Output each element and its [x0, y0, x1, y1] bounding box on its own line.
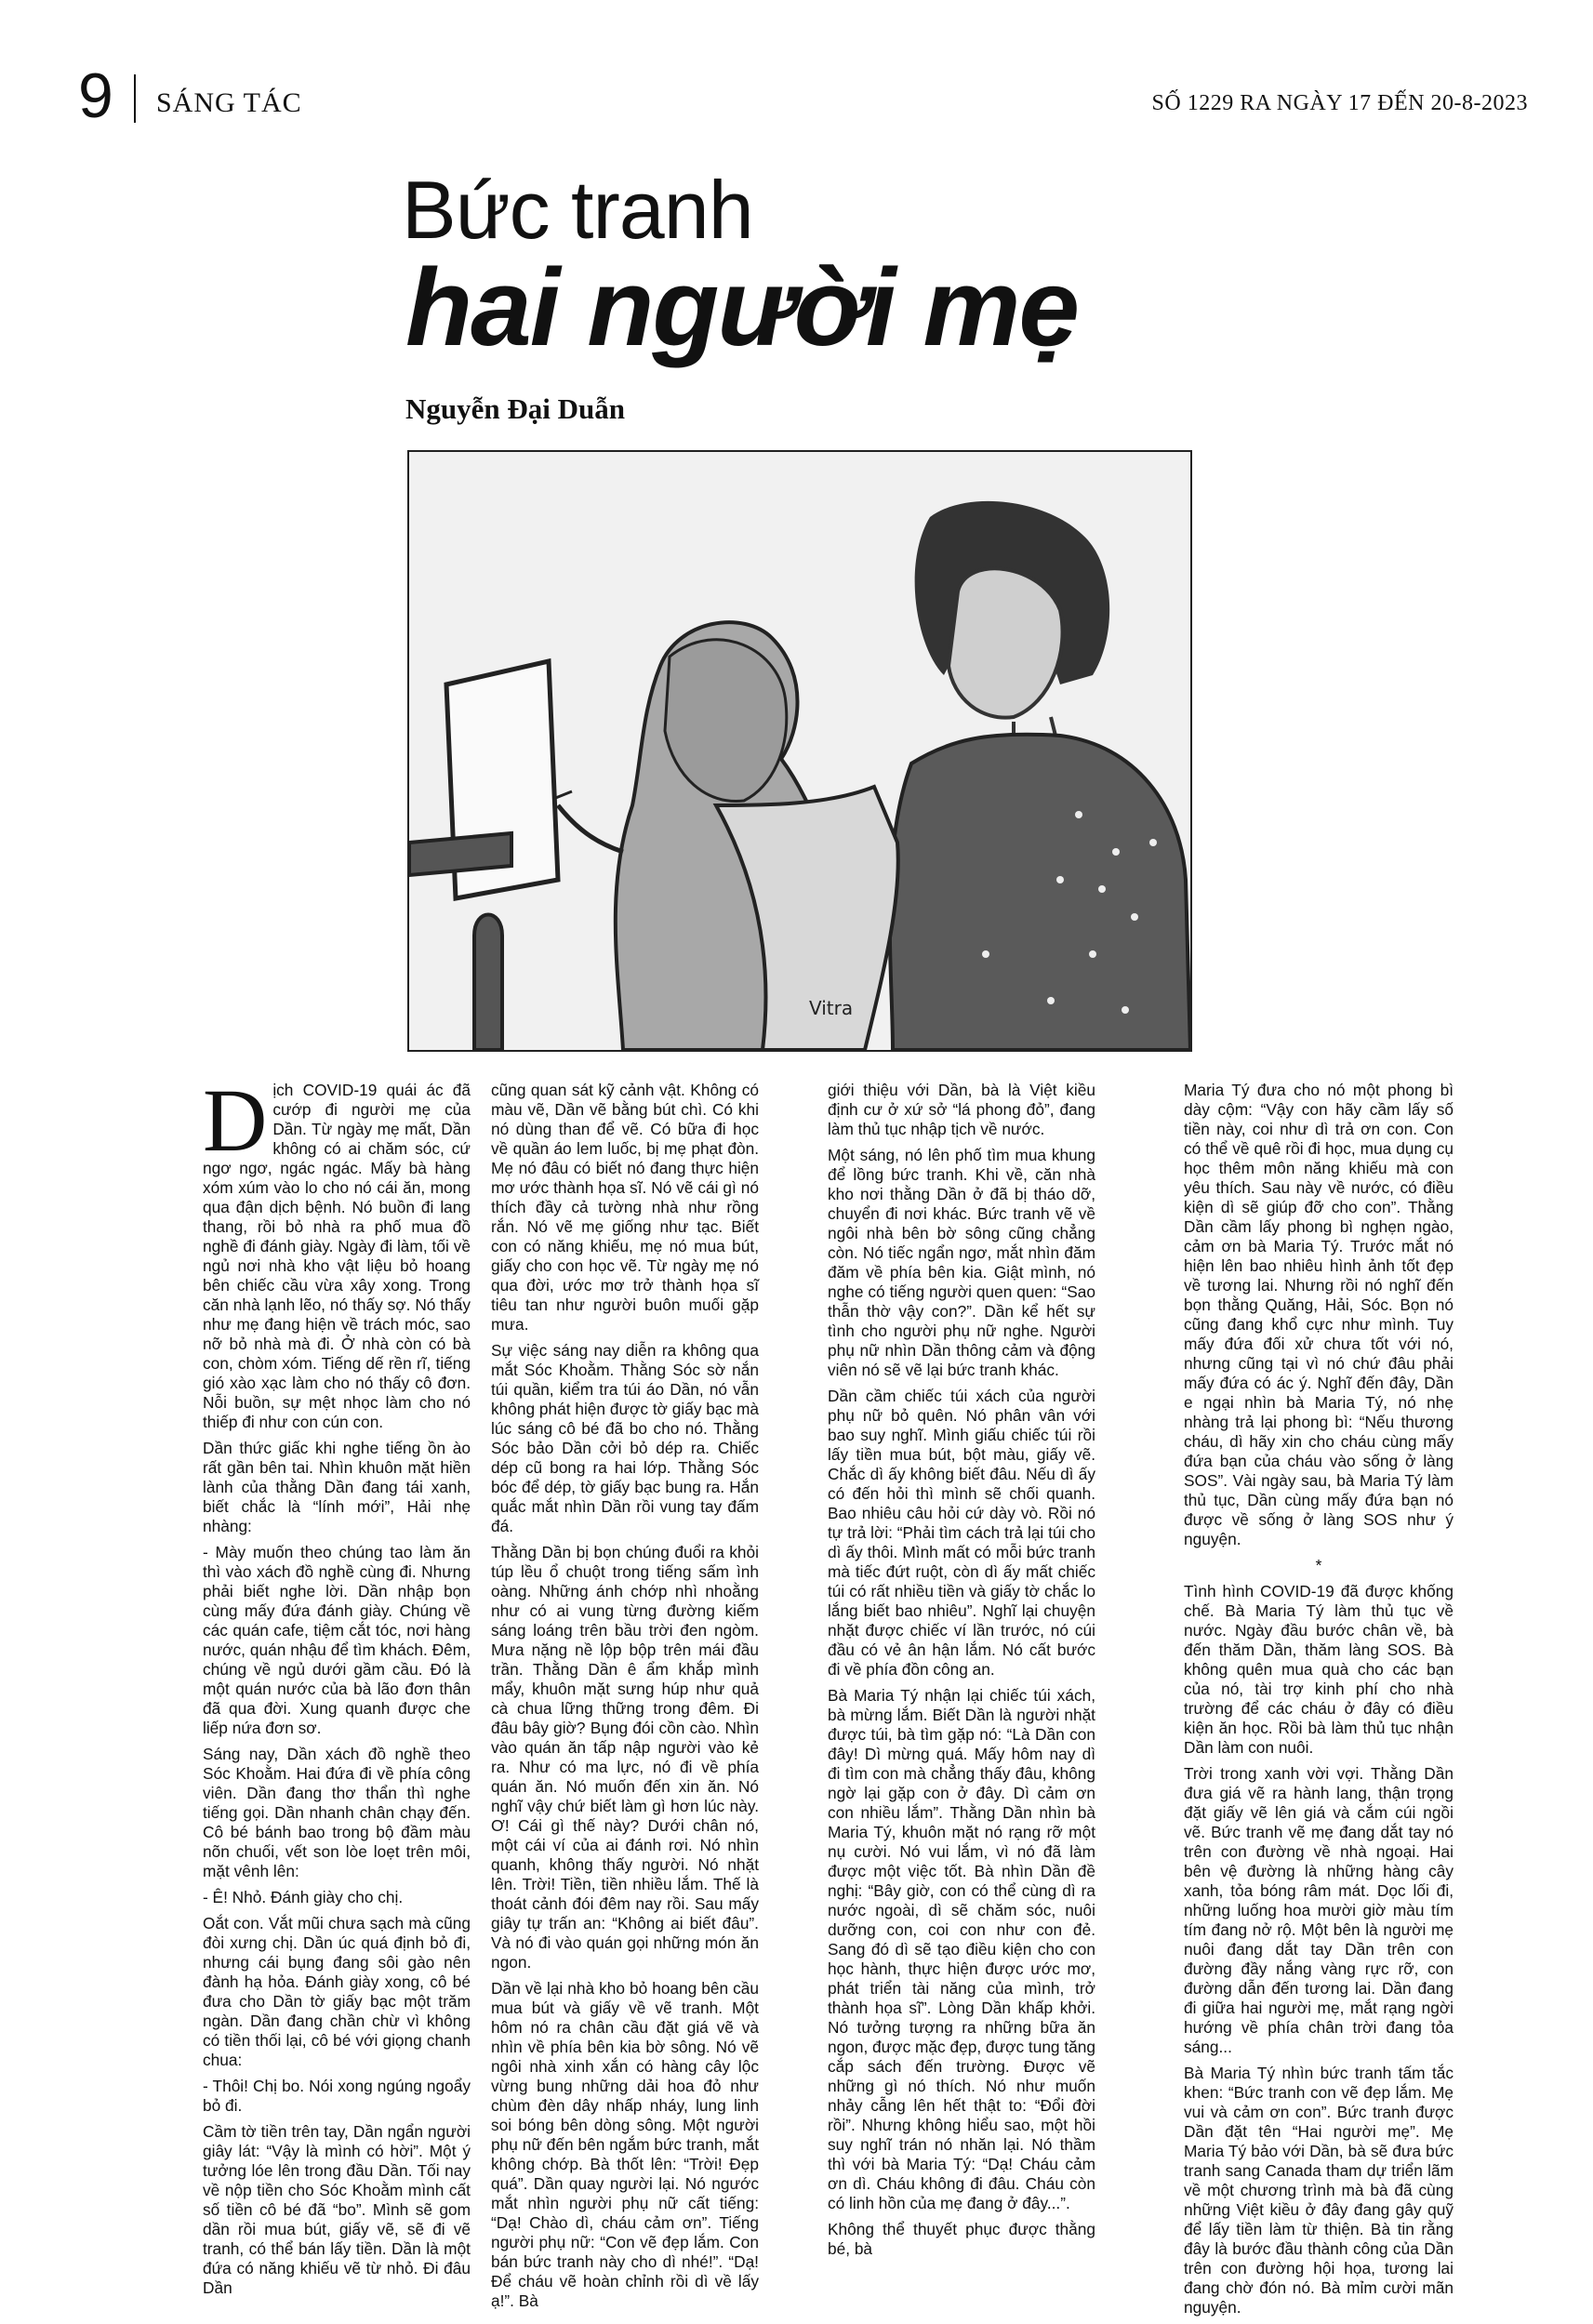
- paragraph: Cầm tờ tiền trên tay, Dần ngẩn người giây lát: “Vậy là mình có hời”. Một ý tưởng lóe lên trong đầu Dần. Tối nay về nộp tiền cho Sóc Khoằm mình cất số tiền cô bé đã “bo”. Mình sẽ gom dần rồi mua bút, giấy vẽ, sẽ đi vẽ tranh, có thể bán lấy tiền. Dần là một đứa có năng khiếu vẽ từ nhỏ. Đi đâu Dần: [203, 2122, 471, 2297]
- text-column-4: [1184, 1081, 1454, 2324]
- paragraph: Sáng nay, Dần xách đồ nghề theo Sóc Khoằm. Hai đứa đi về phía công viên. Dần đang thơ thẩn thì nghe tiếng gọi. Dần nhanh chân chạy đến. Cô bé bánh bao trong bộ đầm màu nõn chuối, vết son lòe loẹt trên môi, mặt vênh lên:: [203, 1745, 471, 1880]
- drop-cap: D: [203, 1070, 268, 1170]
- header-divider: [134, 74, 136, 123]
- paragraph: - Thôi! Chị bo. Nói xong ngúng ngoẩy bỏ đi.: [203, 2077, 471, 2115]
- paragraph: giới thiệu với Dần, bà là Việt kiều định cư ở xứ sở “lá phong đỏ”, đang làm thủ tục nhập tịch về nước.: [828, 1081, 1095, 1138]
- paragraph: - Ê! Nhỏ. Đánh giày cho chị.: [203, 1888, 404, 1906]
- paragraph: cũng quan sát kỹ cảnh vật. Không có màu vẽ, Dần vẽ bằng bút chì. Có khi nó dùng than để vẽ. Có bữa đi học về quần áo lem luốc, bị mẹ phạt đòn. Mẹ nó đâu có biết nó đang thực hiện mơ ước thành họa sĩ. Nó vẽ cái gì nó thích đầy cả tường nhà như rồng rắn. Nó vẽ mẹ giống như tạc. Biết con có năng khiếu, mẹ nó mua bút, giấy cho con học vẽ. Từ ngày mẹ nó qua đời, ước mơ trở thành họa sĩ tiêu tan như người buôn muối gặp mưa.: [491, 1081, 759, 1334]
- paragraph: Maria Tý đưa cho nó một phong bì dày cộm: “Vậy con hãy cầm lấy số tiền này, coi như dì trả ơn con. Con có thể về quê rồi đi học, mua dụng cụ học thêm môn năng khiếu mà con yêu thích. Sau này về nước, có điều kiện dì sẽ giúp đỡ cho con”. Thằng Dần cầm lấy phong bì nghẹn ngào, cảm ơn bà Maria Tý. Trước mắt nó hiện lên bao nhiêu hình ảnh tốt đẹp về tương lai. Nhưng rồi nó nghĩ đến bọn thằng Quăng, Hải, Sóc. Bọn nó cũng đang khổ cực như mình. Tuy mấy đứa đối xử chưa tốt với nó, nhưng cũng tại vì nó chứ đâu phải mấy đứa có ác ý. Nghĩ đến đây, Dần e ngại nhìn bà Maria Tý, nó nhẹ nhàng trả lại phong bì: “Nếu thương cháu, dì hãy xin cho cháu cùng mấy đứa bạn của cháu vào sống ở làng SOS”. Vài ngày sau, bà Maria Tý làm thủ tục, Dần cùng mấy đứa bạn nó được về sống ở làng SOS như ý nguyện.: [1184, 1081, 1454, 1548]
- paragraph: Oắt con. Vắt mũi chưa sạch mà cũng đòi xưng chị. Dần úc quá định bỏ đi, nhưng cái bụng đang sôi gào nên đành hạ hỏa. Đánh giày xong, cô bé đưa cho Dần tờ giấy bạc một trăm ngàn. Dần đang chần chừ vì không có tiền thối lại, cô bé với giọng chanh chua:: [203, 1914, 471, 2069]
- paragraph: Dần về lại nhà kho bỏ hoang bên cầu mua bút và giấy về vẽ tranh. Một hôm nó ra chân cầu đặt giá vẽ và nhìn về phía bên kia bờ sông. Nó vẽ ngôi nhà xinh xắn có hàng cây lộc vừng bung những dải hoa đỏ như chùm đèn dây nhấp nháy, lung linh soi bóng bên dòng sông. Một người phụ nữ đến bên ngắm bức tranh, mắt không chớp. Bà thốt lên: “Trời! Đẹp quá”. Dần quay người lại. Nó ngước mắt nhìn người phụ nữ cất tiếng: “Dạ! Chào dì, cháu cảm ơn”. Tiếng người phụ nữ: “Con vẽ đẹp lắm. Con bán bức tranh này cho dì nhé!”. “Dạ! Để cháu vẽ hoàn chỉnh rồi dì về lấy ạ!”. Bà: [491, 1979, 759, 2310]
- paragraph: Trời trong xanh vời vợi. Thằng Dần đưa giá vẽ ra hành lang, thận trọng đặt giấy vẽ lên giá và cắm cúi ngồi vẽ. Bức tranh vẽ mẹ đang dắt tay nó trên con đường về nhà ngoại. Hai bên vệ đường là những hàng cây xanh, tỏa bóng râm mát. Dọc lối đi, những luống hoa mười giờ màu tím tím đang nở rộ. Một bên là người mẹ nuôi đang dắt tay Dần trên con đường đầy nắng vàng rực rỡ, con đường dẫn đến tương lai. Dần đang đi giữa hai người mẹ, mắt rạng ngời hướng về phía chân trời đang tỏa sáng...: [1184, 1764, 1454, 2056]
- paragraph: - Mày muốn theo chúng tao làm ăn thì vào xách đồ nghề cùng đi. Nhưng phải biết nghe lời. Dần nhập bọn cùng mấy đứa đánh giày. Chúng về các quán cafe, tiệm cắt tóc, nơi hàng nước, quán nhậu để tìm khách. Đêm, chúng về ngủ dưới gầm cầu. Đó là một quán nước của bà lão đơn thân đã qua đời. Xung quanh được che liếp nứa đơn sơ.: [203, 1543, 471, 1737]
- article-illustration: [407, 450, 1192, 1052]
- text-column-2: [491, 1081, 759, 2317]
- section-separator: *: [1315, 1556, 1322, 1574]
- issue-info: SỐ 1229 RA NGÀY 17 ĐẾN 20-8-2023: [1151, 91, 1528, 115]
- author-byline: Nguyễn Đại Duẫn: [405, 392, 625, 425]
- title-line-1: Bức tranh: [402, 164, 753, 256]
- page-header: [78, 60, 1528, 131]
- section-label: SÁNG TÁC: [156, 87, 302, 118]
- paragraph: Sự việc sáng nay diễn ra không qua mắt Sóc Khoằm. Thằng Sóc sờ nắn túi quần, kiểm tra túi áo Dần, nó vẫn không phát hiện được tờ giấy bạc mà lúc sáng cô bé đã bo cho nó. Thằng Sóc bảo Dần cởi bỏ dép ra. Chiếc dép cũ bong ra hai lớp. Thằng Sóc bóc để dép, tờ giấy bạc bung ra. Hắn quắc mắt nhìn Dần rồi vung tay đấm đá.: [491, 1341, 759, 1535]
- paragraph: Bà Maria Tý nhìn bức tranh tấm tắc khen: “Bức tranh con vẽ đẹp lắm. Mẹ vui và cảm ơn con”. Bức tranh được Dần đặt tên “Hai người mẹ”. Mẹ Maria Tý bảo với Dần, bà sẽ đưa bức tranh sang Canada tham dự triển lãm về một chương trình mà bà đã cùng những Việt kiều ở đây đang gây quỹ để lấy tiền làm từ thiện. Bà tin rằng đây là bước đầu thành công của Dần trên con đường hội họa, tương lai đang chờ đón nó. Bà mỉm cười mãn nguyện.: [1184, 2064, 1454, 2317]
- text-column-1: [203, 1070, 471, 2304]
- paragraph: Thằng Dần bị bọn chúng đuổi ra khỏi túp lều ổ chuột trong tiếng sấm ình oàng. Những ánh chớp nhì nhoằng như có ai vung từng đường kiếm sáng loáng trên bầu trời đen ngòm. Mưa nặng nề lộp bộp trên mái đầu trần. Thằng Dần ê ẩm khắp mình mẩy, khuôn mặt sưng húp như quả cà chua lững thững trong đêm. Đi đâu bây giờ? Bụng đói cồn cào. Nhìn vào quán ăn tấp nập người vào kẻ ra. Như có ma lực, nó đi về phía quán ăn. Nó muốn đến xin ăn. Nó nghĩ vậy chứ biết làm gì hơn lúc này. Ơ! Cái gì thế này? Dưới chân nó, một cái ví của ai đánh rơi. Nó nhìn quanh, không thấy người. Nó nhặt lên. Trời! Tiền, tiền nhiều lắm. Thế là thoát cảnh đói đêm nay rồi. Sau mấy giây tự trấn an: “Không ai biết đâu”. Và nó đi vào quán gọi những món ăn ngon.: [491, 1543, 759, 1972]
- paragraph: Tình hình COVID-19 đã được khống chế. Bà Maria Tý làm thủ tục về nước. Ngày đầu bước chân về, bà đến thăm Dần, thăm làng SOS. Bà không quên mua quà cho các bạn của nó, tài trợ kinh phí cho nhà trường để các cháu ở đây có điều kiện ăn học. Rồi bà làm thủ tục nhận Dần làm con nuôi.: [1184, 1582, 1454, 1757]
- illustration-signature: Vitra: [809, 997, 854, 1019]
- title-line-2: hai người mẹ: [405, 246, 1079, 369]
- paragraph: Dần cầm chiếc túi xách của người phụ nữ bỏ quên. Nó phân vân với bao suy nghĩ. Mình giấu chiếc túi rồi lấy tiền mua bút, bột màu, giấy vẽ. Chắc dì ấy không biết đâu. Nếu dì ấy có đến hỏi thì mình sẽ chối quanh. Bao nhiêu câu hỏi cứ dày vò. Rồi nó tự trả lời: “Phải tìm cách trả lại túi cho dì ấy thôi. Mình mất có mỗi bức tranh mà tiếc đứt ruột, còn dì ấy mất chiếc túi có rất nhiều tiền và giấy tờ chắc lo lắng biết bao nhiêu”. Nghĩ lại chuyện nhặt được chiếc ví lần trước, nó cúi đầu có vẻ ân hận lắm. Nó cất bước đi về phía đồn công an.: [828, 1387, 1095, 1679]
- paragraph: Một sáng, nó lên phố tìm mua khung để lồng bức tranh. Khi về, căn nhà kho nơi thằng Dần ở đã bị tháo dỡ, chuyển đi nơi khác. Bức tranh vẽ về ngôi nhà bên bờ sông cũng chẳng còn. Nó tiếc ngẩn ngơ, mắt nhìn đăm đăm về phía bên kia. Giật mình, nó nghe có tiếng người quen quen: “Sao thẫn thờ vậy con?”. Dần kể hết sự tình cho người phụ nữ nghe. Người phụ nữ nhìn Dần thông cảm và động viên nó sẽ vẽ lại bức tranh khác.: [828, 1146, 1095, 1379]
- paragraph: Dịch COVID-19 quái ác đã cướp đi người mẹ của Dần. Từ ngày mẹ mất, Dần không có ai chăm sóc, cứ ngơ ngơ, ngác ngác. Mấy bà hàng xóm xúm vào lo cho nó cái ăn, mong qua đận dịch bệnh. Nó buồn đi lang thang, rồi bỏ nhà ra phố mua đồ nghề đi đánh giày. Ngày đi làm, tối về ngủ nơi nhà kho vật liệu bỏ hoang bên chiếc cầu vừa xây xong. Trong căn nhà lạnh lẽo, nó thấy sợ. Nó thấy như mẹ đang hiện về trách móc, sao nỡ bỏ nhà mà đi. Ở nhà còn có bà con, chòm xóm. Tiếng dế rền rĩ, tiếng gió xào xạc làm cho nó thấy cô đơn. Nỗi buồn, sự mệt nhọc làm cho nó thiếp đi như con cún con.: [203, 1070, 471, 1431]
- illustration-drawing: [409, 452, 1190, 1050]
- paragraph: Dần thức giấc khi nghe tiếng ồn ào rất gần bên tai. Nhìn khuôn mặt hiền lành của thằng Dần đang tái xanh, biết chắc là “lính mới”, Hải nhẹ nhàng:: [203, 1439, 471, 1535]
- text-column-3: [828, 1081, 1095, 2265]
- paragraph: Không thể thuyết phục được thằng bé, bà: [828, 2220, 1095, 2258]
- paragraph: Bà Maria Tý nhận lại chiếc túi xách, bà mừng lắm. Biết Dần là người nhặt được túi, bà tìm gặp nó: “Là Dần con đây! Dì mừng quá. Mấy hôm nay dì đi tìm con mà chẳng thấy đâu, không ngờ lại gặp con ở đây. Dì cảm ơn con nhiều lắm”. Thằng Dần nhìn bà Maria Tý, khuôn mặt nó rạng rỡ một nụ cười. Nó vui lắm, vì nó đã làm được một việc tốt. Bà nhìn Dần đề nghị: “Bây giờ, con có thể cùng dì ra nước ngoài, dì sẽ chăm sóc, nuôi dưỡng con, coi con như con đẻ. Sang đó dì sẽ tạo điều kiện cho con học hành, thực hiện được ước mơ, phát triển tài năng của mình, trở thành họa sĩ”. Lòng Dần khấp khởi. Nó tưởng tượng ra những bữa ăn ngon, được mặc đẹp, được tung tăng cắp sách đến trường. Được vẽ những gì nó thích. Nó như muốn nhảy cẫng lên hết thật to: “Đổi đời rồi”. Nhưng không hiểu sao, một hồi suy nghĩ trán nó nhăn lại. Nó thầm thì với bà Maria Tý: “Dạ! Cháu cảm ơn dì. Cháu không đi đâu. Cháu còn có linh hồn của mẹ đang ở đây...”.: [828, 1686, 1095, 2212]
- page-number: 9: [78, 60, 113, 131]
